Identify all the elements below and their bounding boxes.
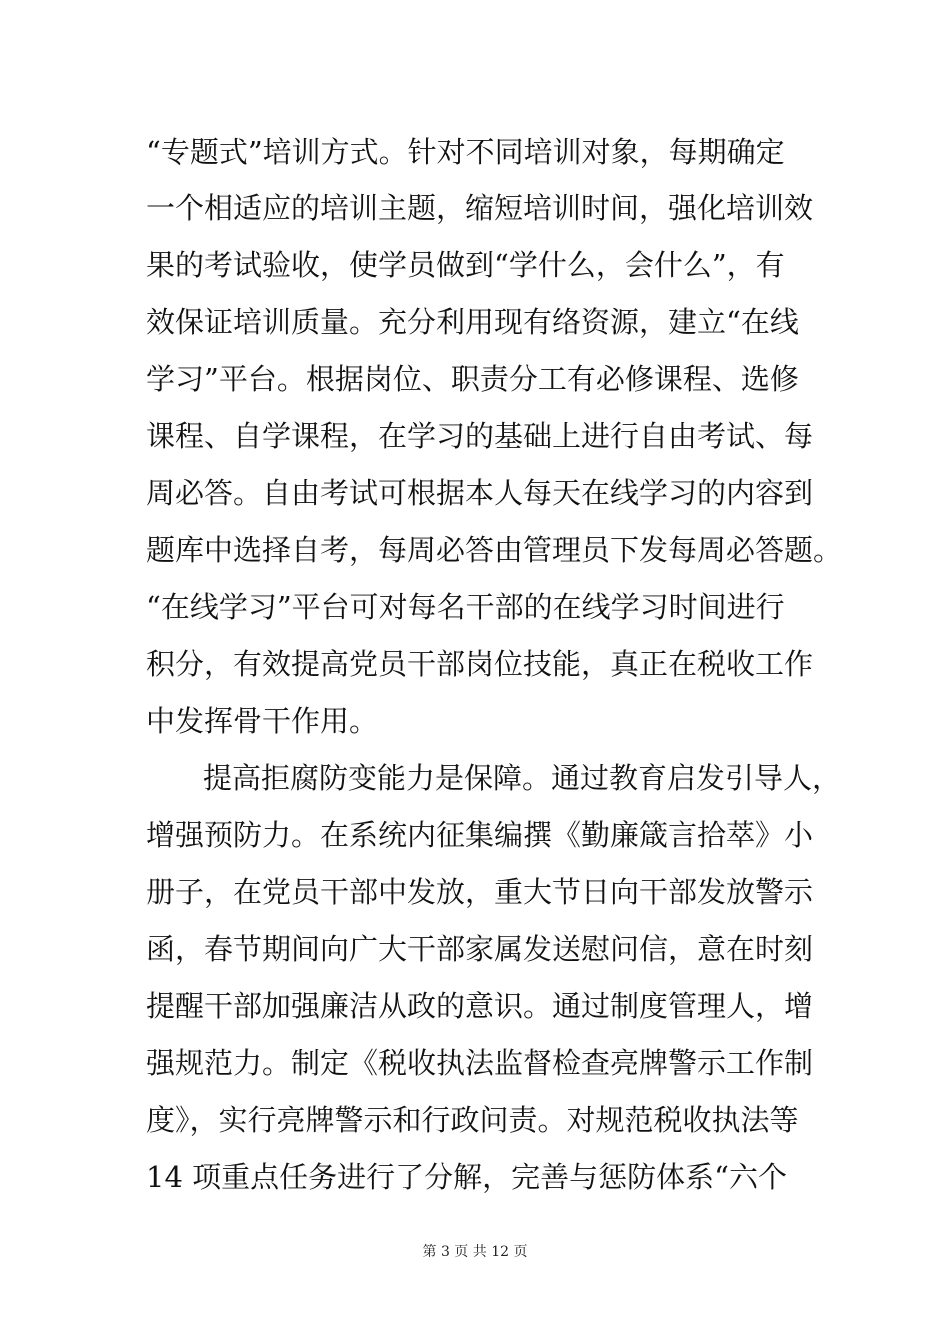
- text-line: 函，春节期间向广大干部家属发送慰问信，意在时刻: [146, 932, 814, 966]
- text-line-indented: 提高拒腐防变能力是保障。通过教育启发引导人，: [203, 761, 842, 795]
- text-line: 中发挥骨干作用。: [146, 704, 379, 738]
- text-line: 课程、自学课程，在学习的基础上进行自由考试、每: [146, 419, 814, 453]
- text-line: 题库中选择自考，每周必答由管理员下发每周必答题。: [146, 533, 843, 567]
- text-line: 度》，实行亮牌警示和行政问责。对规范税收执法等: [146, 1103, 799, 1137]
- text-line: 册子，在党员干部中发放，重大节日向干部发放警示: [146, 875, 814, 909]
- text-line: 果的考试验收，使学员做到“学什么，会什么”，有: [146, 248, 785, 282]
- text-line: 积分，有效提高党员干部岗位技能，真正在税收工作: [146, 647, 814, 681]
- text-line: 强规范力。制定《税收执法监督检查亮牌警示工作制: [146, 1046, 814, 1080]
- text-line: 增强预防力。在系统内征集编撰《勤廉箴言拾萃》小: [146, 818, 814, 852]
- text-line: 效保证培训质量。充分利用现有络资源，建立“在线: [146, 305, 799, 339]
- text-line: “专题式”培训方式。针对不同培训对象，每期确定: [146, 135, 785, 169]
- text-line: 一个相适应的培训主题，缩短培训时间，强化培训效: [146, 191, 814, 225]
- text-line: 提醒干部加强廉洁从政的意识。通过制度管理人，增: [146, 989, 814, 1023]
- page-number: 第 3 页 共 12 页: [422, 1244, 528, 1260]
- text-line: 学习”平台。根据岗位、职责分工有必修课程、选修: [146, 362, 799, 396]
- text-line: “在线学习”平台可对每名干部的在线学习时间进行: [146, 590, 785, 624]
- text-line: 14 项重点任务进行了分解，完善与惩防体系“六个: [146, 1160, 787, 1194]
- text-line: 周必答。自由考试可根据本人每天在线学习的内容到: [146, 476, 814, 510]
